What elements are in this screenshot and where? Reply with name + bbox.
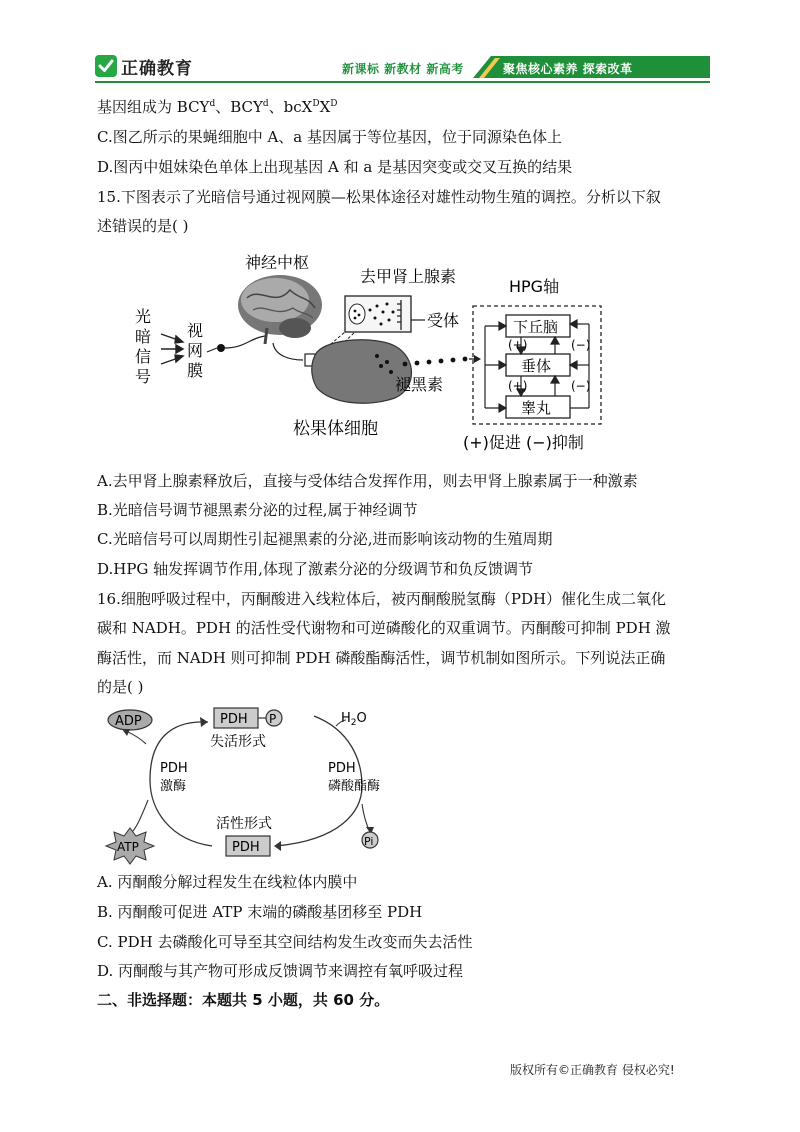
kinase-label-1: PDH (160, 761, 188, 776)
q16-option-b: B. 丙酮酸可促进 ATP 末端的磷酸基团移至 PDH (97, 903, 423, 921)
brain-icon (238, 275, 322, 344)
retina-nerve-dot (217, 344, 225, 352)
q15-option-d: D.HPG 轴发挥调节作用,体现了激素分泌的分级调节和负反馈调节 (97, 560, 533, 578)
hypothalamus-label: 下丘脑 (513, 318, 559, 336)
q16-option-d: D. 丙酮酸与其产物可形成反馈调节来调控有氧呼吸过程 (97, 962, 464, 980)
slogan-right: 聚焦核心素养 探索改革 (503, 62, 633, 76)
signal-label-1: 光 (135, 307, 152, 326)
q16-stem-line3: 酶活性，而 NADH 则可抑制 PDH 磷酸酯酶活性，调节机制如图所示。下列说法正确 (97, 649, 666, 667)
testis-label: 睾丸 (521, 399, 552, 417)
phosphatase-arrowhead (274, 841, 281, 851)
q15-option-b: B.光暗信号调节褪黑素分泌的过程,属于神经调节 (97, 501, 418, 519)
ne-label: 去甲肾上腺素 (360, 267, 457, 286)
adp-label: ADP (115, 714, 142, 729)
figure-15-diagram (125, 248, 605, 458)
brand-logo (95, 52, 193, 80)
plus-sign-2: (+) (508, 379, 528, 393)
kinase-arrowhead (200, 717, 208, 727)
q16-option-c: C. PDH 去磷酸化可导至其空间结构发生改变而失去活性 (97, 933, 473, 951)
minus-sign-1: (−) (571, 338, 591, 352)
retina-label-1: 视 (187, 321, 204, 340)
q16-stem-line2: 碳和 NADH。PDH 的活性受代谢物和可逆磷酸化的双重调节。丙酮酸可抑制 PDH 激 (97, 619, 671, 637)
q15-option-c: C.光暗信号可以周期性引起褪黑素的分泌,进而影响该动物的生殖周期 (97, 530, 553, 548)
melatonin-dots (403, 357, 468, 367)
pi-label: Pi (364, 835, 374, 848)
genotype-line: 基因组成为 BCY$^d$、BCY$^d$、$bcX^DX^D$ (97, 98, 338, 116)
cns-label: 神经中枢 (245, 253, 310, 272)
phosphate-label: P (269, 712, 277, 726)
light-arrows (161, 334, 183, 364)
h2o-label: $H_2O$ (341, 711, 367, 728)
q14-option-d: D.图丙中姐妹染色单体上出现基因 A 和 a 是基因突变或交叉互换的结果 (97, 158, 573, 176)
signal-label-3: 信 (135, 347, 152, 366)
hpg-label: HPG轴 (509, 277, 560, 296)
check-logo-icon (95, 55, 117, 77)
legend-label: (+)促进 (−)抑制 (463, 433, 584, 452)
pdh-inactive-label: PDH (220, 712, 248, 727)
logo-text: 正确教育 (121, 58, 193, 79)
figure-16-diagram (100, 700, 410, 865)
kinase-label-2: 激酶 (160, 779, 187, 794)
q14-option-c: C.图乙所示的果蝇细胞中 A、a 基因属于等位基因，位于同源染色体上 (97, 128, 563, 146)
pineal-label: 松果体细胞 (293, 419, 378, 439)
phosphatase-label-1: PDH (328, 761, 356, 776)
slogan-left: 新课标 新教材 新高考 (342, 62, 464, 76)
signal-label-4: 号 (135, 367, 152, 386)
receptor-label: 受体 (427, 311, 460, 330)
q15-stem-line1: 15.下图表示了光暗信号通过视网膜—松果体途径对雄性动物生殖的调控。分析以下叙 (97, 188, 661, 206)
q16-option-a: A. 丙酮酸分解过程发生在线粒体内膜中 (97, 873, 358, 891)
section-2-heading: 二、非选择题：本题共 5 小题，共 60 分。 (97, 991, 390, 1009)
atp-label: ATP (117, 840, 139, 854)
slogan-band (473, 56, 710, 78)
q15-stem-line2: 述错误的是( ) (97, 217, 189, 235)
retina-label-3: 膜 (187, 361, 204, 380)
q16-stem-line4: 的是( ) (97, 678, 144, 696)
retina-label-2: 网 (187, 341, 204, 360)
pdh-active-label: PDH (232, 840, 260, 855)
melatonin-label: 褪黑素 (395, 375, 444, 394)
phosphatase-label-2: 磷酸酯酶 (328, 779, 381, 794)
inactive-form-label: 失活形式 (210, 734, 266, 750)
active-form-label: 活性形式 (216, 816, 272, 832)
pituitary-label: 垂体 (521, 357, 552, 375)
header-divider (95, 81, 710, 83)
signal-label-2: 暗 (135, 327, 152, 346)
page-header (95, 52, 710, 82)
minus-sign-2: (−) (571, 379, 591, 393)
plus-sign-1: (+) (508, 338, 528, 352)
q15-option-a: A.去甲肾上腺素释放后，直接与受体结合发挥作用，则去甲肾上腺素属于一种激素 (97, 472, 638, 490)
q16-stem-line1: 16.细胞呼吸过程中，丙酮酸进入线粒体后，被丙酮酸脱氢酶（PDH）催化生成二氧化 (97, 590, 667, 608)
copyright-footer: 版权所有©正确教育 侵权必究! (510, 1063, 675, 1077)
